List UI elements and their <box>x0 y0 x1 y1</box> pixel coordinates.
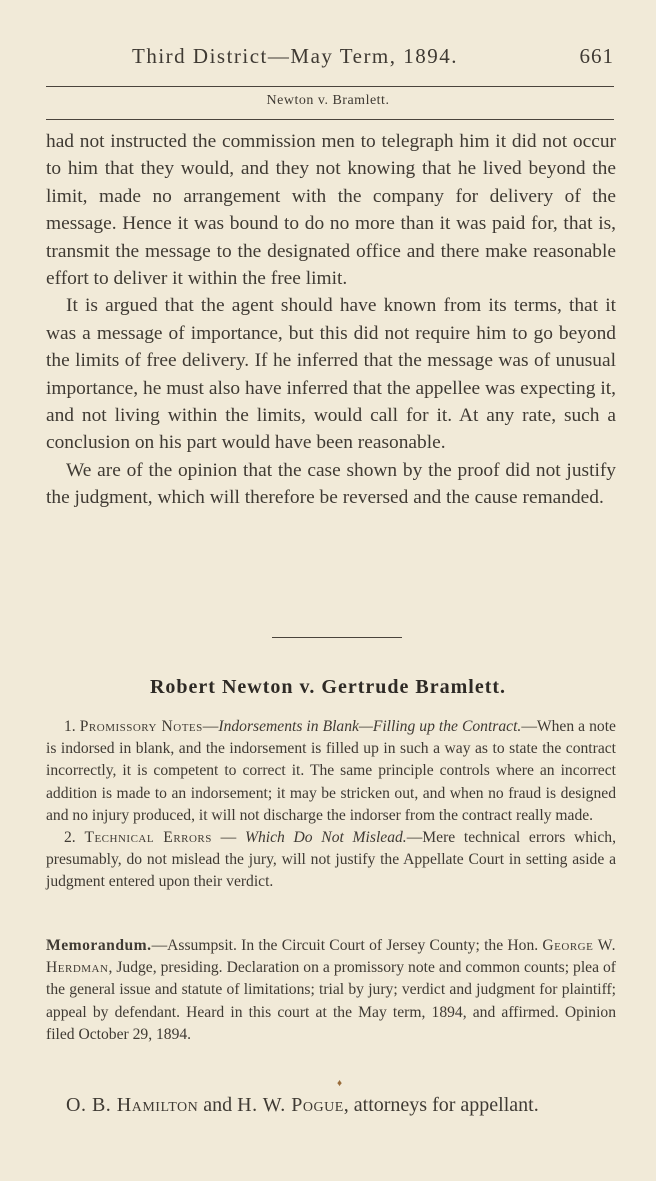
headnote: 2. Technical Errors — Which Do Not Mislead.—Mere technical errors which, presumably, do not mislead the jury, will not justify the Appellate Court in setting aside a judgment entered upon their verdict. <box>46 829 617 891</box>
headnote-text: When a note is indorsed in blank, and the indorsement is filled up in such a way as to state the contract incorrectly, it is competent to correct it. The same principle controls where an incorrect addition is made to an indorsement; it may be stricken out, and when no fraud is designed and no injury produced, it will not discharge the indorser from the contract really made. <box>46 718 616 824</box>
attorney-name: H. W. Pogue <box>237 1094 344 1116</box>
opinion-text <box>46 128 616 512</box>
counsel-line <box>46 1091 616 1120</box>
headnote-number: 1. <box>64 718 76 735</box>
attorney-name: O. B. Hamilton <box>66 1094 199 1116</box>
header-rule-top <box>46 86 614 87</box>
headnote-subtopic: Which Do Not Mislead. <box>244 829 407 847</box>
memorandum: Memorandum.—Assumpsit. In the Circuit Court of Jersey County; the Hon. George W. Herdman, Judge, presiding. Declaration on a promissory note and common counts; plea of the general issue and statute of limitations; trial by jury; verdict and judgment for plaintiff; appeal by defendant. Heard in this court at the May term, 1894, and affirmed. Opinion filed October 29, 1894. <box>46 937 616 1043</box>
headnote-topic: Technical Errors <box>84 829 212 847</box>
running-head <box>46 44 614 76</box>
case-short-title: Newton v. Bramlett. <box>266 93 390 108</box>
headnote-subtopic: Indorsements in Blank—Filling up the Contract. <box>218 718 522 735</box>
headnotes <box>46 716 616 894</box>
headnote-text: Mere technical errors which, presumably, do not mislead the jury, will not justify the Appellate Court in setting aside a judgment entered upon their verdict. <box>46 829 617 891</box>
opinion-paragraph: It is argued that the agent should have known from its terms, that it was a message of importance, but this did not require him to go beyond the limits of free delivery. If he inferred that the message was of unusual importance, he must also have inferred that the appellee was expecting it, and not living within the limits, would call for it. At any rate, such a conclusion on his part would have been reasonable. <box>46 295 616 454</box>
headnote-topic: Promissory Notes <box>79 718 203 735</box>
opinion-paragraph: We are of the opinion that the case shown by the proof did not justify the judgment, which will therefore be reversed and the cause remanded. <box>46 459 616 509</box>
header-rule-bottom <box>46 119 614 120</box>
case-title: Robert Newton v. Gertrude Bramlett. <box>149 676 507 698</box>
opinion-paragraph: had not instructed the commission men to telegraph him it did not occur to him that they would, and they not knowing that he lived beyond the limit, made no arrangement with the company for delivery of the message. Hence it was bound to do no more than it was paid for, that is, transmit the message to the designated office and there make reasonable effort to deliver it within the free limit. <box>46 131 616 290</box>
section-divider <box>272 637 402 638</box>
judge-name: George W. Herdman <box>46 937 616 977</box>
memorandum-text: Assumpsit. In the Circuit Court of Jersey County; the Hon. <box>167 937 543 954</box>
running-head-title: Third District—May Term, 1894. <box>132 44 459 68</box>
headnote-number: 2. <box>64 829 76 847</box>
ornament-mark: ♦ <box>337 1078 343 1089</box>
memorandum-text: , Judge, presiding. Declaration on a promissory note and common counts; plea of the general issue and statute of limitations; trial by jury; verdict and judgment for plaintiff; appeal by defendant. Heard in this court at the May term, 1894, and affirmed. Opinion filed October 29, 1894. <box>46 959 616 1043</box>
headnote: 1. Promissory Notes—Indorsements in Blank—Filling up the Contract.—When a note is indorsed in blank, and the indorsement is filled up in such a way as to state the contract incorrectly, it is competent to correct it. The same principle controls where an incorrect addition is made to an indorsement; it may be stricken out, and when no fraud is designed and no injury produced, it will not discharge the indorser from the contract really made. <box>46 718 616 824</box>
counsel-conjunction: and <box>198 1094 238 1116</box>
memorandum-label: Memorandum. <box>46 937 152 954</box>
counsel-role: , attorneys for appellant. <box>343 1094 539 1116</box>
page-number: 661 <box>579 44 614 68</box>
